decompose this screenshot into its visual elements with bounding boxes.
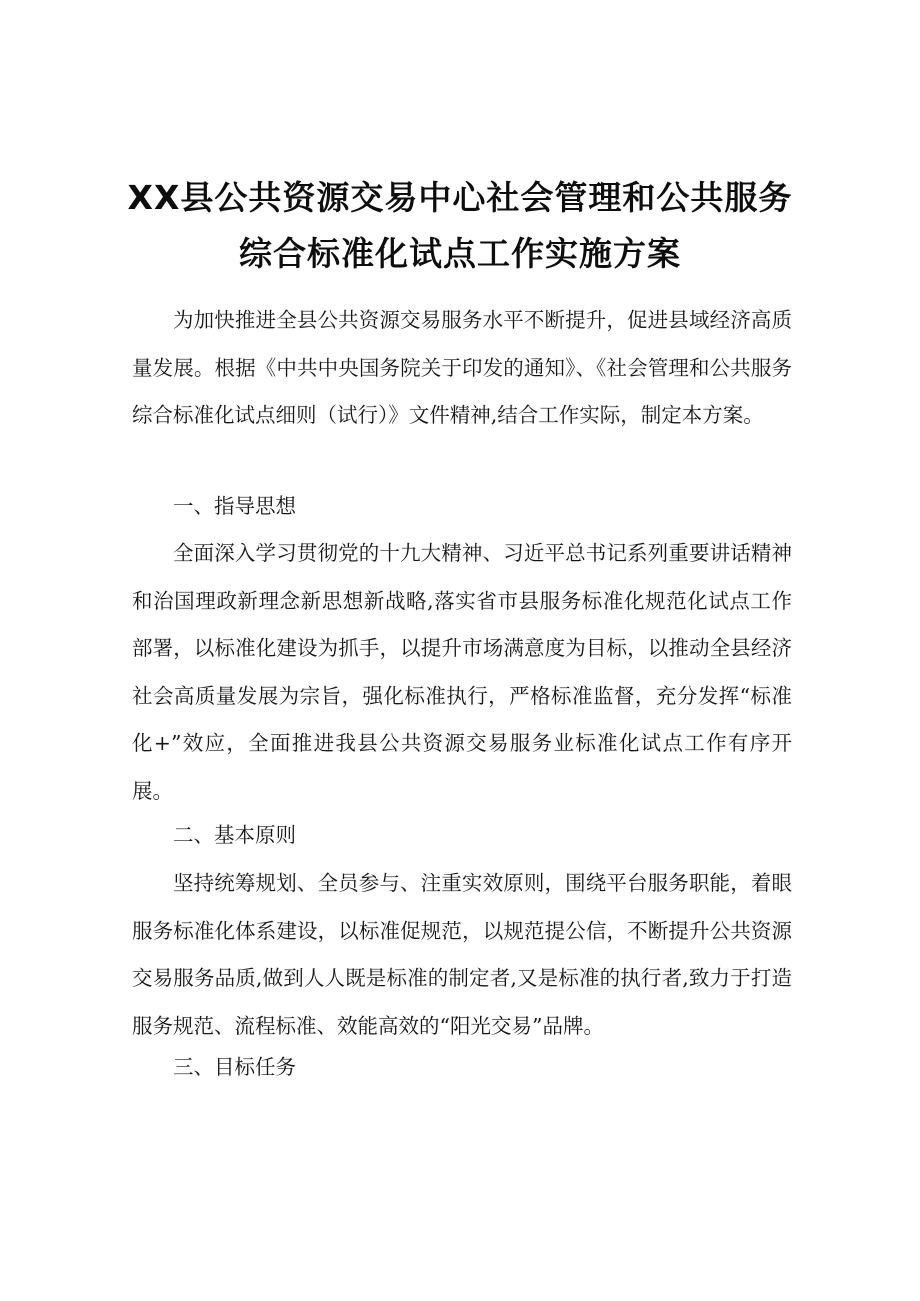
intro-paragraph: 为加快推进全县公共资源交易服务水平不断提升，促进县域经济高质量发展。根据《中共中央国务院关于印发的通知》、《社会管理和公共服务综合标准化试点细则（试行）》文件精神,结合工作实际，制定本方案。	[132, 308, 792, 427]
document-title-line-1: XX县公共资源交易中心社会管理和公共服务	[127, 178, 793, 217]
document-title-line-2: 综合标准化试点工作实施方案	[239, 234, 681, 273]
section-heading-basic-principles: 二、基本原则	[173, 823, 296, 847]
section-body-basic-principles: 坚持统筹规划、全员参与、注重实效原则，围绕平台服务职能，着眼服务标准化体系建设，以标准促规范，以规范提公信，不断提升公共资源交易服务品质,做到人人既是标准的制定者,又是标准的执行者,致力于打造服务规范、流程标准、效能高效的“阳光交易”品牌。	[132, 871, 792, 1038]
section-heading-guiding-thought: 一、指导思想	[173, 494, 296, 518]
section-heading-goals-tasks: 三、目标任务	[173, 1055, 296, 1079]
section-body-guiding-thought: 全面深入学习贯彻党的十九大精神、习近平总书记系列重要讲话精神和治国理政新理念新思想新战略,落实省市县服务标准化规范化试点工作部署，以标准化建设为抓手，以提升市场满意度为目标，以推动全县经济社会高质量发展为宗旨，强化标准执行，严格标准监督，充分发挥“标准化+”效应，全面推进我县公共资源交易服务业标准化试点工作有序开展。	[132, 541, 792, 803]
